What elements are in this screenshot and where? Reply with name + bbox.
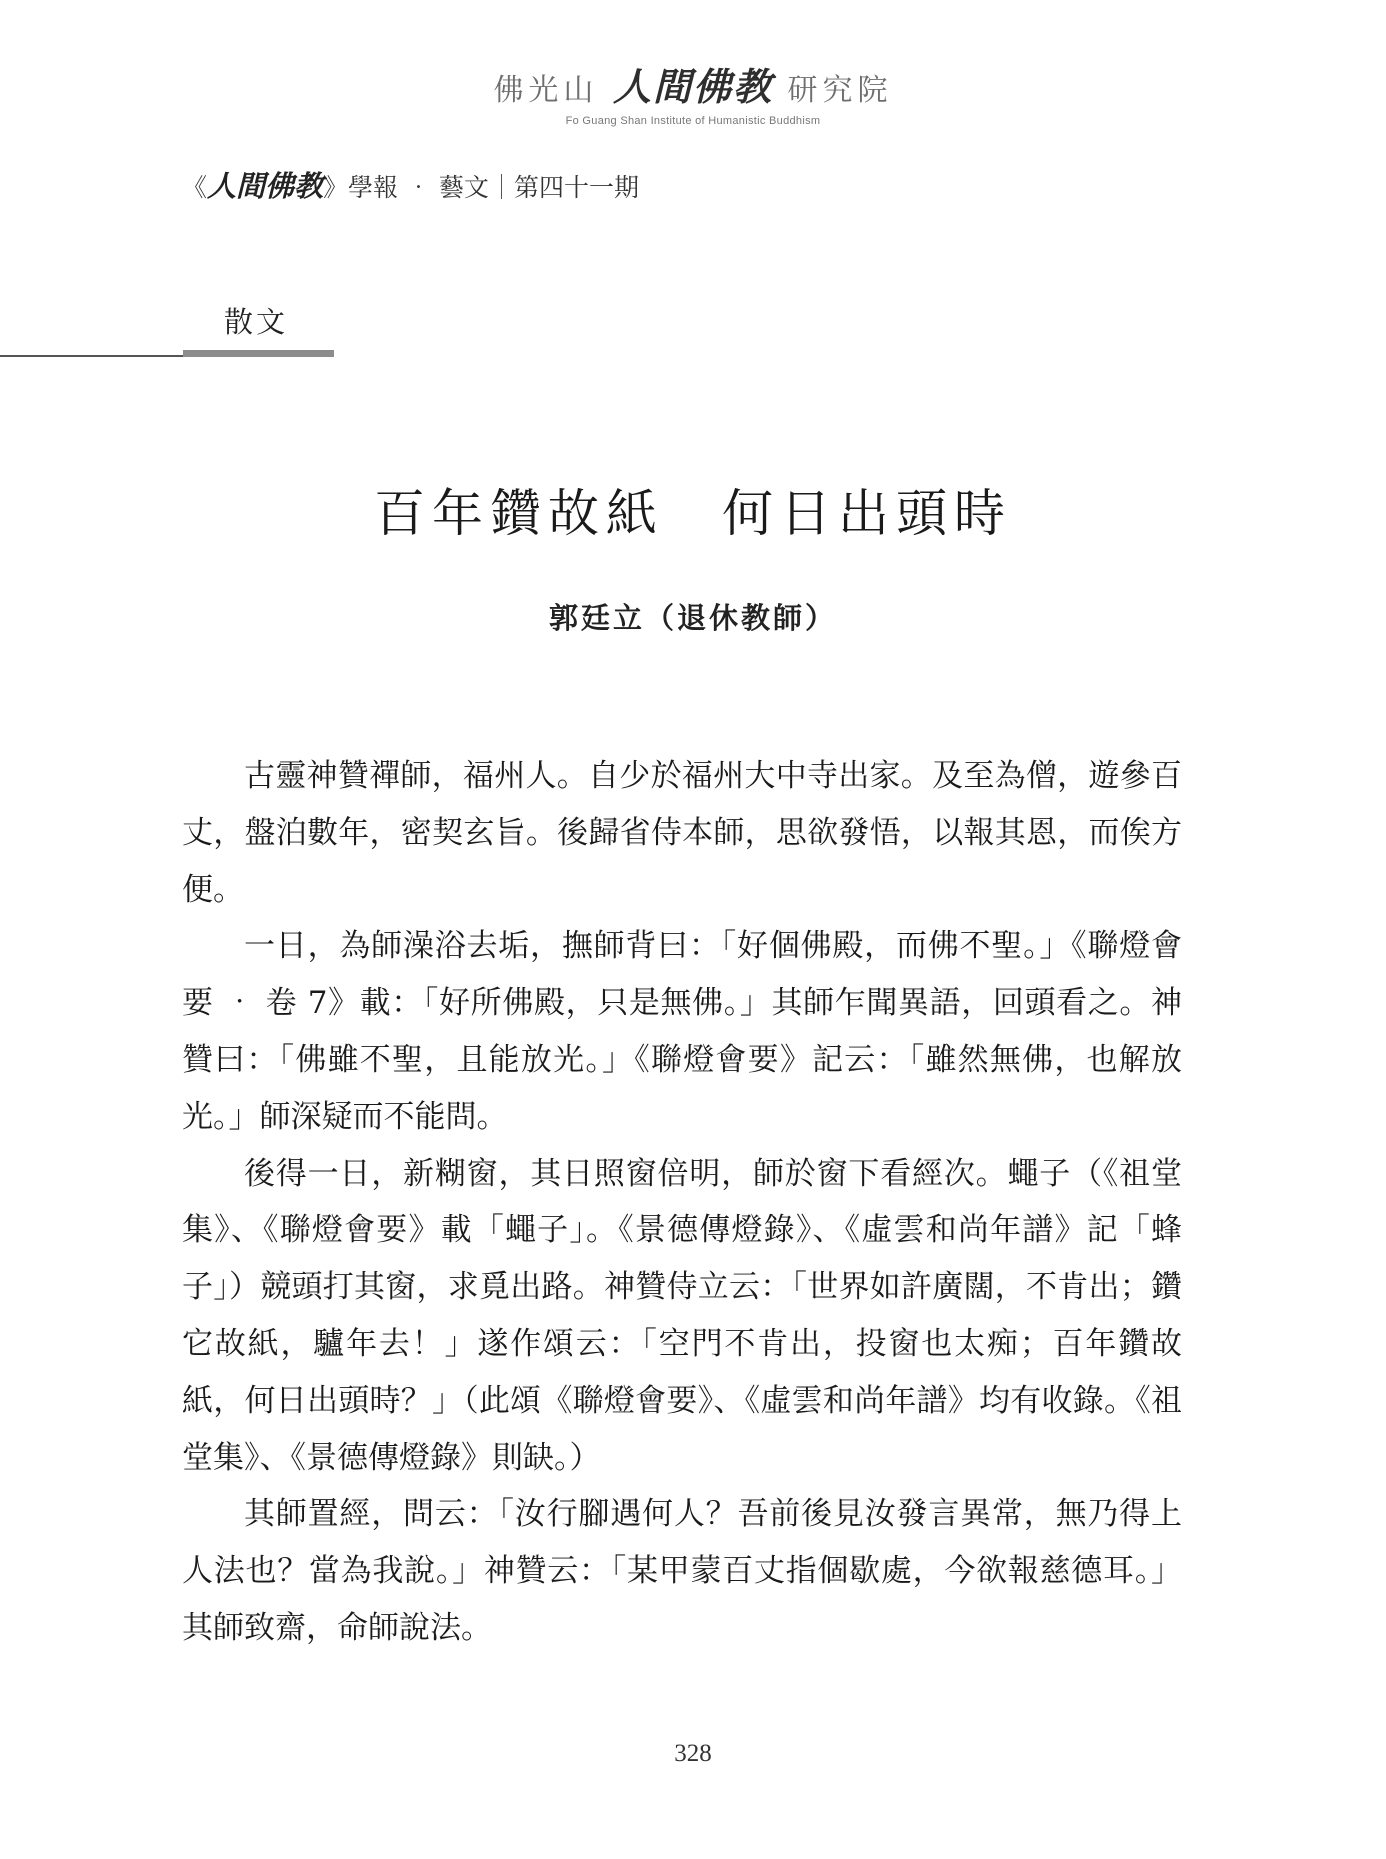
body-paragraph: 古靈神贊禪師，福州人。自少於福州大中寺出家。及至為僧，遊參百丈，盤泊數年，密契玄旨。後歸省侍本師，思欲發悟，以報其恩，而俟方便。 xyxy=(182,758,1182,908)
page-number: 328 xyxy=(674,1740,712,1767)
institute-prefix: 佛光山 xyxy=(493,73,599,108)
journal-brand: 人間佛教 xyxy=(207,169,324,203)
institute-title xyxy=(0,56,1386,111)
body-paragraph: 後得一日，新糊窗，其日照窗倍明，師於窗下看經次。蠅子（《祖堂集》、《聯燈會要》載「蠅子」。《景德傳燈錄》、《虛雲和尚年譜》記「蜂子」）競頭打其窗，求覓出路。神贊侍立云：「世界如許廣闊，不肯出；鑽它故紙，驢年去！」遂作頌云：「空門不肯出，投窗也太痴；百年鑽故紙，何日出頭時？」（此頌《聯燈會要》、《虛雲和尚年譜》均有收錄。《祖堂集》、《景德傳燈錄》則缺。） xyxy=(182,1155,1182,1476)
journal-name: 》學報 ‧ 藝文 xyxy=(323,173,489,202)
institute-english-name: Fo Guang Shan Institute of Humanistic Buddhism xyxy=(565,115,821,127)
institute-header xyxy=(0,56,1386,127)
journal-separator: ｜ xyxy=(488,173,514,202)
journal-open-bracket: 《 xyxy=(182,173,208,202)
section-label: 散文 xyxy=(224,305,289,339)
article-title: 百年鑽故紙 何日出頭時 xyxy=(373,485,1012,544)
journal-issue: 第四十一期 xyxy=(513,173,639,202)
article-body xyxy=(182,748,1182,1657)
body-paragraph: 一日，為師澡浴去垢，撫師背曰：「好個佛殿，而佛不聖。」《聯燈會要 ‧ 卷 7》載：「好所佛殿，只是無佛。」其師乍聞異語，回頭看之。神贊曰：「佛雖不聖，且能放光。」《聯燈會要》記云：「雖然無佛，也解放光。」師深疑而不能問。 xyxy=(182,928,1182,1135)
article-author: 郭廷立（退休教師） xyxy=(548,601,837,635)
institute-suffix: 研究院 xyxy=(787,73,893,108)
section-rule-accent xyxy=(183,350,334,357)
institute-brand-logo: 人間佛教 xyxy=(612,64,773,109)
body-paragraph: 其師置經，問云：「汝行腳遇何人？吾前後見汝發言異常，無乃得上人法也？當為我說。」神贊云：「某甲蒙百丈指個歇處，今欲報慈德耳。」其師致齋，命師說法。 xyxy=(182,1496,1182,1646)
journal-running-head xyxy=(182,164,639,205)
